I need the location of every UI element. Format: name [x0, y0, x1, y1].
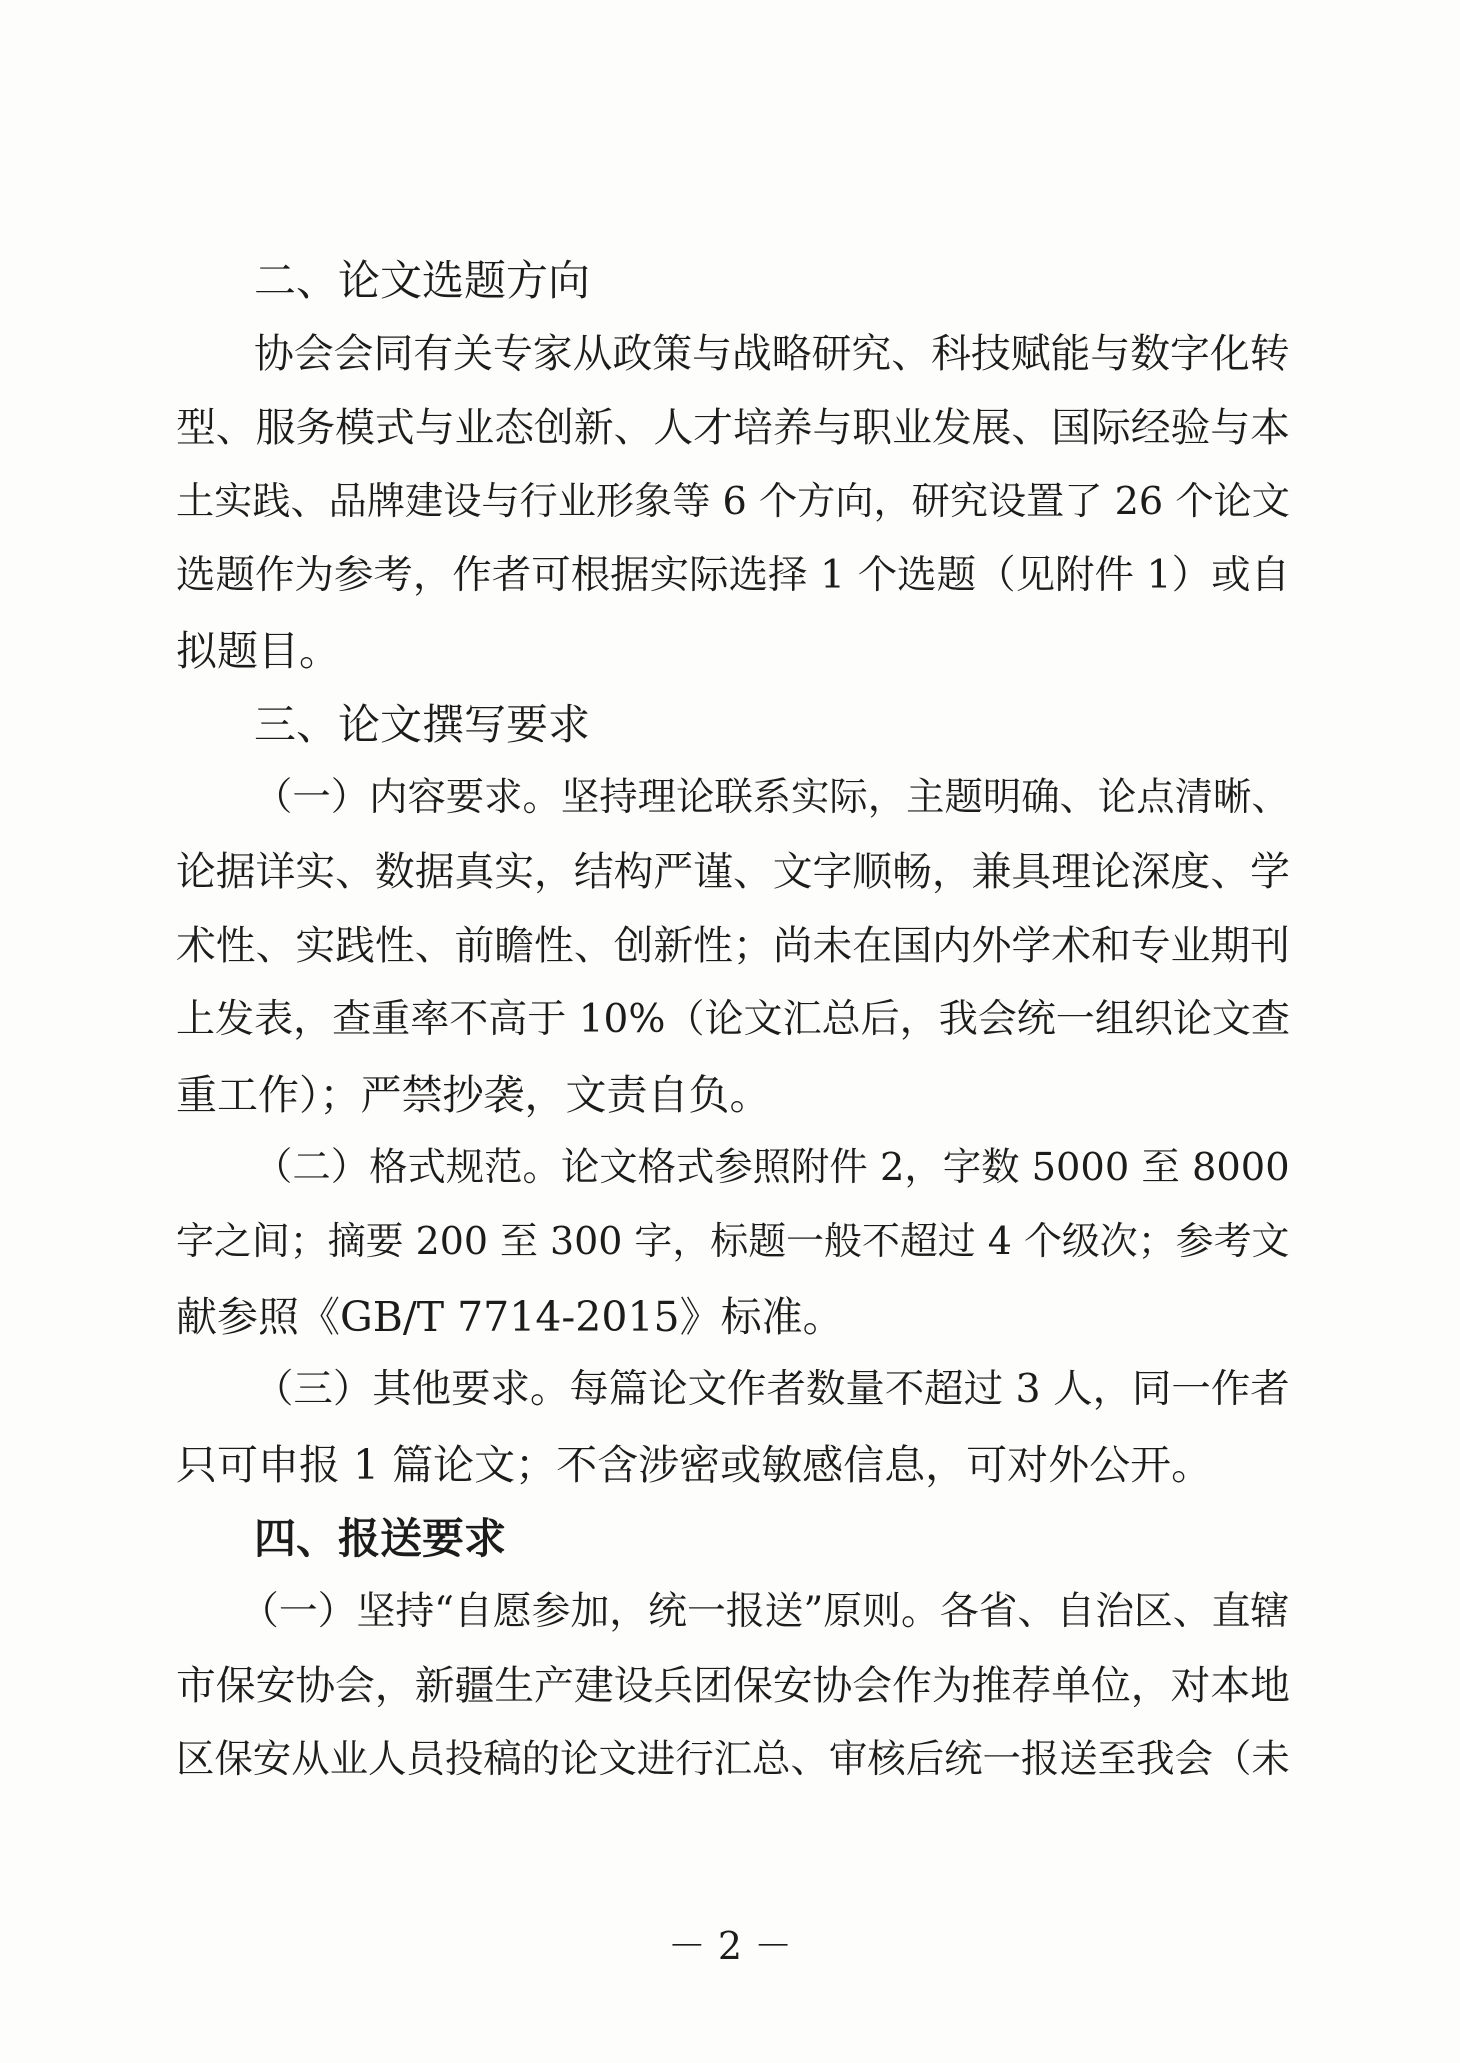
section-heading-writing: 三、论文撰写要求 [254, 700, 591, 749]
paragraph-line: 术性、实践性、前瞻性、创新性；尚未在国内外学术和专业期刊 [176, 923, 1290, 969]
paragraph-line: 市保安协会，新疆生产建设兵团保安协会作为推荐单位，对本地 [176, 1663, 1290, 1709]
page-number: － 2 － [667, 1924, 793, 1968]
paragraph-line: （一）坚持“自愿参加，统一报送”原则。各省、自治区、直辖 [240, 1589, 1290, 1634]
paragraph-line: 型、服务模式与业态创新、人才培养与职业发展、国际经验与本 [176, 405, 1290, 451]
paragraph-line: 重工作）；严禁抄袭，文责自负。 [176, 1071, 771, 1119]
paragraph-line: 只可申报 1 篇论文；不含涉密或敏感信息，可对外公开。 [176, 1441, 1213, 1489]
paragraph-line: （三）其他要求。每篇论文作者数量不超过 3 人，同一作者 [254, 1366, 1290, 1412]
section-heading-topics: 二、论文选题方向 [254, 256, 591, 305]
paragraph-line: 区保安从业人员投稿的论文进行汇总、审核后统一报送至我会（未 [176, 1737, 1290, 1782]
paragraph-line: （一）内容要求。坚持理论联系实际，主题明确、论点清晰、 [254, 775, 1290, 820]
section-heading-submission: 四、报送要求 [254, 1514, 507, 1563]
paragraph-line: 土实践、品牌建设与行业形象等 6 个方向，研究设置了 26 个论文 [176, 480, 1290, 524]
paragraph-line: （二）格式规范。论文格式参照附件 2，字数 5000 至 8000 [254, 1145, 1290, 1190]
paragraph-line: 选题作为参考，作者可根据实际选择 1 个选题（见附件 1）或自 [176, 552, 1291, 598]
paragraph-line: 上发表，查重率不高于 10%（论文汇总后，我会统一组织论文查 [176, 997, 1290, 1042]
paragraph-line: 拟题目。 [176, 627, 340, 675]
paragraph-line: 字之间；摘要 200 至 300 字，标题一般不超过 4 个级次；参考文 [176, 1219, 1290, 1263]
paragraph-line: 论据详实、数据真实，结构严谨、文字顺畅，兼具理论深度、学 [176, 849, 1290, 895]
paragraph-line: 协会会同有关专家从政策与战略研究、科技赋能与数字化转 [254, 331, 1290, 377]
paragraph-line: 献参照《GB/T 7714-2015》标准。 [176, 1293, 844, 1341]
